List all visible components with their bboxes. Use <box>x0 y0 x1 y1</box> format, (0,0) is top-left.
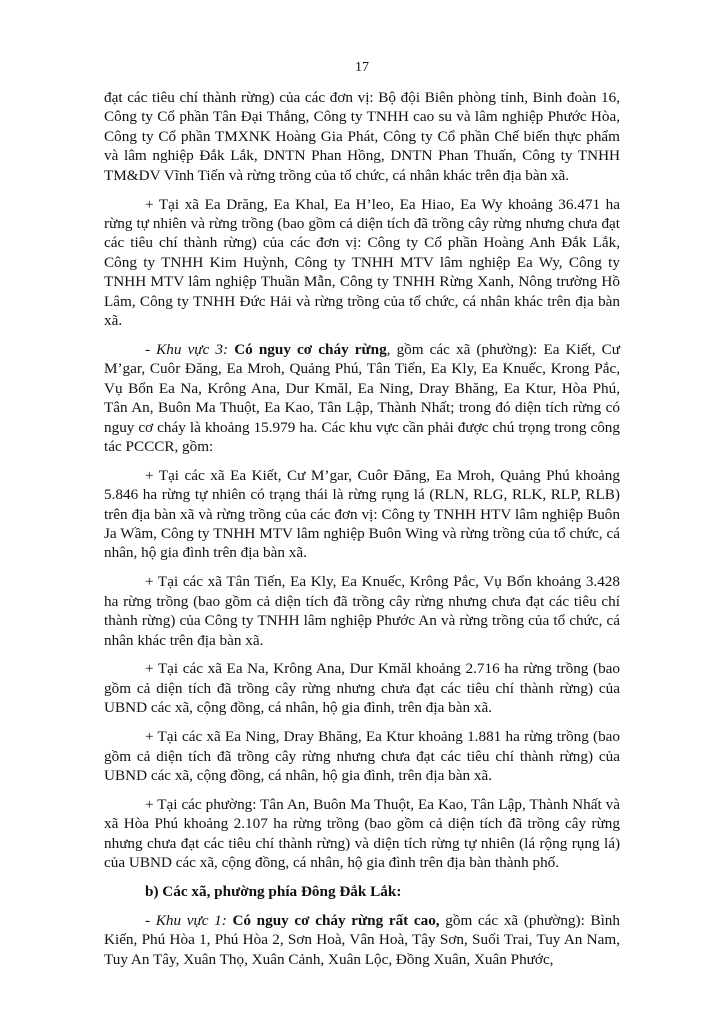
risk-label: Có nguy cơ cháy rừng <box>234 340 387 358</box>
risk-label: Có nguy cơ cháy rừng rất cao, <box>232 911 440 929</box>
paragraph-area-1 <box>104 911 620 969</box>
area-label: - Khu vực 1: <box>145 911 227 929</box>
section-heading: b) Các xã, phường phía Đông Đắk Lắk: <box>145 883 402 901</box>
paragraph: + Tại các xã Ea Na, Krông Ana, Dur Kmăl khoảng 2.716 ha rừng trồng (bao gồm cả diện tích đã trồng cây rừng nhưng chưa đạt các tiêu chí thành rừng) của UBND các xã, cộng đồng, cá nhân, hộ gia đình, trên địa bàn xã. <box>104 660 620 717</box>
paragraph-area-3 <box>104 340 620 456</box>
page-number: 17 <box>355 60 369 75</box>
paragraph: + Tại các xã Ea Ning, Dray Bhăng, Ea Ktur khoảng 1.881 ha rừng trồng (bao gồm cả diện tích đã trồng cây rừng nhưng chưa đạt các tiêu chí thành rừng) của UBND các xã, cộng đồng, cá nhân, hộ gia đình, trên địa bàn xã. <box>104 728 620 784</box>
area-label: - Khu vực 3: <box>145 340 229 358</box>
paragraph: + Tại xã Ea Drăng, Ea Khal, Ea H’leo, Ea Hiao, Ea Wy khoảng 36.471 ha rừng tự nhiên và rừng trồng (bao gồm cả diện tích đã trồng cây rừng nhưng chưa đạt các tiêu chí thành rừng) của các đơn vị: Công ty Cổ phần Hoàng Anh Đắk Lắk, Công ty TNHH Kim Huỳnh, Công ty TNHH MTV lâm nghiệp Ea Wy, Công ty TNHH MTV lâm nghiệp Thuần Mẫn, Công ty TNHH Rừng Xanh, Nông trường Hồ Lâm, Công ty TNHH Đức Hải và rừng trồng của tổ chức, cá nhân khác trên địa bàn xã. <box>104 195 620 329</box>
paragraph: đạt các tiêu chí thành rừng) của các đơn vị: Bộ đội Biên phòng tỉnh, Binh đoàn 16, Công ty Cổ phần Tân Đại Thắng, Công ty TNHH cao su và lâm nghiệp Phước Hòa, Công ty Cổ phần TMXNK Hoàng Gia Phát, Công ty Cổ phần Chế biến thực phẩm và lâm nghiệp Đắk Lắk, DNTN Phan Hồng, DNTN Phan Thuấn, Công ty TNHH TM&DV Vĩnh Tiến và rừng trồng của tổ chức, cá nhân khác trên địa bàn xã. <box>104 89 620 184</box>
paragraph: + Tại các xã Tân Tiến, Ea Kly, Ea Knuếc, Krông Pắc, Vụ Bổn khoảng 3.428 ha rừng trồng (bao gồm cả diện tích đã trồng cây rừng nhưng chưa đạt các tiêu chí thành rừng) của Công ty TNHH lâm nghiệp Phước An và rừng trồng của tổ chức, cá nhân khác trên địa bàn xã. <box>104 573 620 649</box>
paragraph-text: , gồm các xã (phường): Ea Kiết, Cư M’gar, Cuôr Đăng, Ea Mroh, Quảng Phú, Tân Tiến, Ea Kly, Ea Knuếc, Krong Pắc, Vụ Bổn Ea Na, Krông Ana, Dur Kmăl, Ea Ning, Dray Bhăng, Ea Ktur, Hòa Phú, Tân An, Buôn Ma Thuột, Ea Kao, Tân Lập, Thành Nhất; trong đó diện tích rừng có nguy cơ cháy là khoảng 15.979 ha. Các khu vực cần phải được chú trọng trong công tác PCCCR, gồm: <box>104 340 621 455</box>
paragraph: + Tại các phường: Tân An, Buôn Ma Thuột, Ea Kao, Tân Lập, Thành Nhất và xã Hòa Phú khoảng 2.107 ha rừng trồng (bao gồm cả diện tích đã trồng cây rừng nhưng chưa đạt các tiêu chí thành rừng) và diện tích rừng tự nhiên (lá rộng rụng lá) của UBND các xã, cộng đồng, cá nhân, hộ gia đình trên địa bàn thành phố. <box>104 795 620 872</box>
paragraph: + Tại các xã Ea Kiết, Cư M’gar, Cuôr Đăng, Ea Mroh, Quảng Phú khoảng 5.846 ha rừng tự nhiên có trạng thái là rừng rụng lá (RLN, RLG, RLK, RLP, RLB) trên địa bàn xã và rừng trồng của các đơn vị: Công ty TNHH HTV lâm nghiệp Buôn Ja Wầm, Công ty TNHH MTV lâm nghiệp Buôn Wing và rừng trồng của tổ chức, cá nhân, hộ gia đình trên địa bàn xã. <box>104 466 620 562</box>
document-body <box>104 88 620 979</box>
paragraph-text: gồm các xã (phường): Bình Kiến, Phú Hòa 1, Phú Hòa 2, Sơn Hoà, Vân Hoà, Tây Sơn, Suối Trai, Tuy An Nam, Tuy An Tây, Xuân Thọ, Xuân Cảnh, Xuân Lộc, Đồng Xuân, Xuân Phước, <box>104 911 620 968</box>
